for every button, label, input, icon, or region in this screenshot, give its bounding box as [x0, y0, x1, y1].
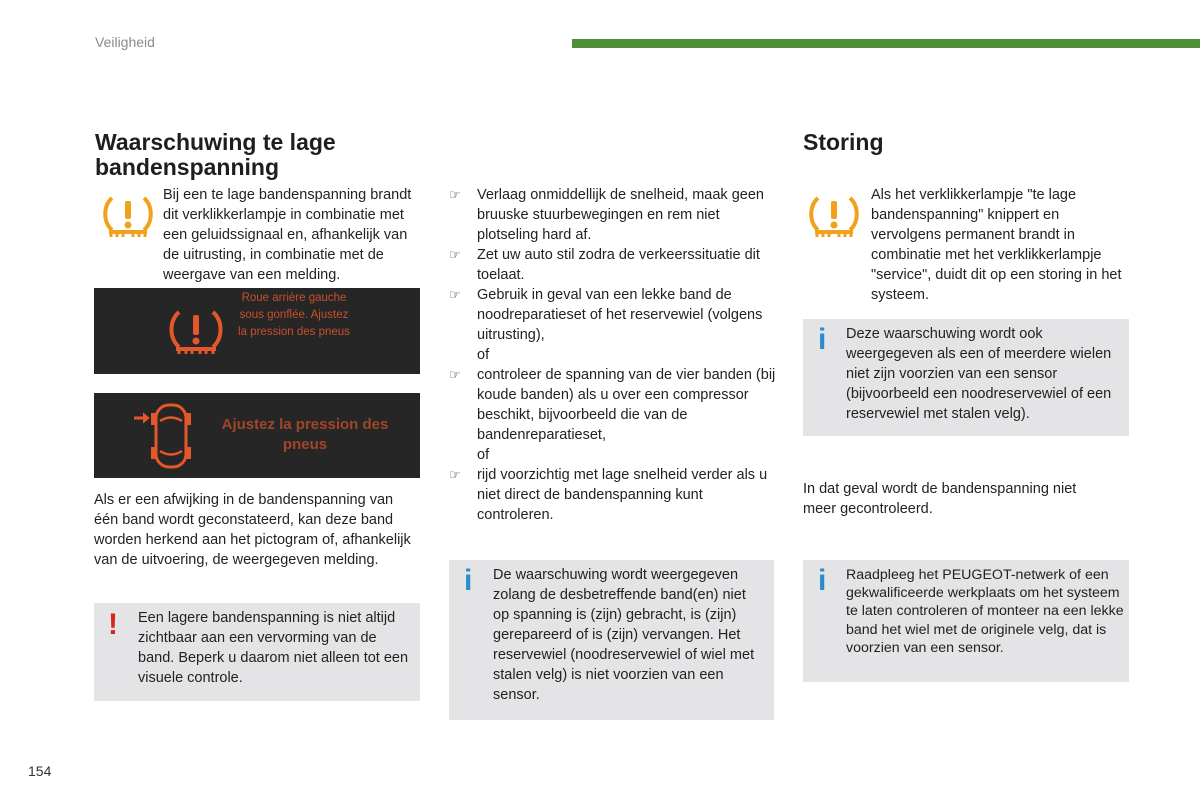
section-accent-bar [572, 39, 1200, 48]
list-connector: of [477, 347, 490, 363]
section-title: Veiligheid [95, 34, 155, 50]
info-note-text-middle: De waarschuwing wordt weergegeven zolang de desbetreffende band(en) niet op spanning is (zijn) gebracht, is (zijn) gerepareerd of is (zijn) vervangen. Het reservewiel (noodreservewiel of wiel met stalen velg) is niet voorzien van een sensor. [493, 567, 755, 703]
info-note-text-right-2: Raadpleeg het PEUGEOT-netwerk of een gekwalificeerde werkplaats om het systeem te laten controleren of monteer na een lekke band het wiel met de originele velg, dat is voorzien van een sensor. [846, 567, 1124, 656]
display-message-2: Ajustez la pression des pneus [221, 416, 389, 453]
right-heading: Storing [803, 129, 884, 155]
info-note-box-right-1 [803, 319, 1129, 436]
list-item: ☞ Zet uw auto stil zodra de verkeerssituatie dit toelaat. [449, 247, 760, 283]
tyre-pressure-warning-icon [100, 192, 156, 242]
left-paragraph: Als er een afwijking in de bandenspanning van één band wordt geconstateerd, kan deze band worden herkend aan het pictogram of, afhankelijk van de uitvoering, de weergegeven melding. [94, 492, 411, 568]
exclamation-icon: ! [108, 608, 118, 641]
page-number: 154 [28, 763, 52, 779]
list-item: ☞ Verlaag onmiddellijk de snelheid, maak geen bruuske stuurbewegingen en rem niet plotseling hard af. [449, 187, 764, 243]
display-panel-1 [94, 288, 420, 374]
info-icon: i [818, 564, 827, 597]
display-message-1: Roue arrière gauche sous gonflée. Ajustez la pression des pneus [238, 292, 350, 338]
action-bullet-list [449, 185, 779, 525]
pointing-hand-icon: ☞ [449, 187, 461, 202]
pointing-hand-icon: ☞ [449, 287, 461, 302]
display-tyre-warning-icon [166, 304, 226, 360]
pointing-hand-icon: ☞ [449, 247, 461, 262]
info-note-box-middle [449, 560, 774, 720]
tyre-pressure-warning-icon [806, 192, 862, 242]
list-item: ☞ Gebruik in geval van een lekke band de noodreparatieset of het reservewiel (volgens uitrusting), [449, 287, 763, 343]
right-intro-text: Als het verklikkerlampje "te lage bandenspanning" knippert en vervolgens permanent brandt in combinatie met het verklikkerlampje "service", duidt dit op een storing in het systeem. [871, 187, 1122, 303]
info-icon: i [464, 564, 473, 597]
pointing-hand-icon: ☞ [449, 467, 461, 482]
info-note-text-right-1: Deze waarschuwing wordt ook weergegeven als een of meerdere wielen niet zijn voorzien van een sensor (bijvoorbeeld een noodreservewiel of een reservewiel met stalen velg). [846, 326, 1112, 422]
list-connector: of [477, 447, 490, 463]
info-note-box-right-2 [803, 560, 1129, 682]
pointing-hand-icon: ☞ [449, 367, 461, 382]
list-item: ☞ controleer de spanning van de vier banden (bij koude banden) als u over een compressor beschikt, bijvoorbeeld die van de bandenreparatieset, [449, 367, 776, 443]
info-icon: i [818, 323, 827, 356]
display-car-top-view-icon [132, 401, 202, 473]
display-panel-2 [94, 393, 420, 478]
left-heading: Waarschuwing te lage bandenspanning [95, 129, 336, 180]
left-intro-text: Bij een te lage bandenspanning brandt dit verklikkerlampje in combinatie met een geluidssignaal en, afhankelijk van de uitrusting, in combinatie met de weergave van een melding. [163, 187, 412, 283]
list-item: ☞ rijd voorzichtig met lage snelheid verder als u niet direct de bandenspanning kunt controleren. [449, 467, 768, 523]
warning-note-text: Een lagere bandenspanning is niet altijd zichtbaar aan een vervorming van de band. Beperk u daarom niet alleen tot een visuele controle. [138, 610, 409, 686]
warning-note-box [94, 603, 420, 701]
right-paragraph: In dat geval wordt de bandenspanning niet meer gecontroleerd. [803, 481, 1077, 517]
